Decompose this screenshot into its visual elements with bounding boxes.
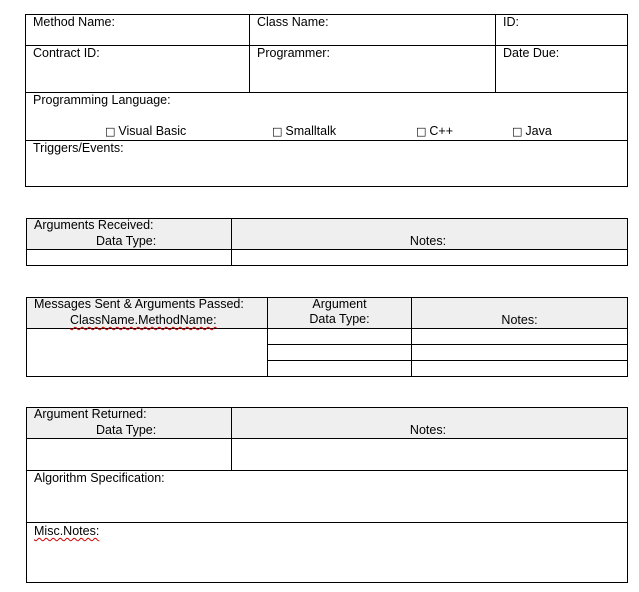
messages-sent-title: Messages Sent & Arguments Passed: [34,297,244,311]
messages-sent-notes-header: Notes: [501,313,538,327]
algorithm-specification-label: Algorithm Specification: [34,471,165,485]
language-option-smalltalk[interactable] [272,124,336,139]
programmer-field[interactable] [250,46,495,92]
arguments-received-title: Arguments Received: [34,218,154,232]
language-option-label: C++ [429,124,454,138]
contract-id-field[interactable] [26,46,249,92]
method-name-label: Method Name: [33,15,115,29]
arguments-received-notes-header: Notes: [409,234,447,248]
messages-sent-notes-cell[interactable] [412,345,627,360]
triggers-events-field[interactable] [26,141,627,186]
argument-data-type-header: Data Type: [309,312,370,326]
triggers-events-label: Triggers/Events: [33,141,124,155]
messages-sent-notes-cell[interactable] [412,361,627,376]
language-option-label: Java [525,124,552,138]
date-due-field[interactable] [496,46,627,92]
algorithm-specification-field[interactable] [27,471,627,522]
argument-returned-data-type-cell[interactable] [27,439,231,470]
contract-id-label: Contract ID: [33,46,100,60]
argument-returned-notes-cell[interactable] [232,439,627,470]
date-due-label: Date Due: [503,46,560,60]
class-name-field[interactable] [250,15,495,45]
checkbox-icon[interactable]: □ [105,125,116,138]
language-option-java[interactable] [512,124,552,139]
arguments-received-notes-cell[interactable] [232,250,627,265]
programming-language-label: Programming Language: [33,93,171,107]
classname-methodname-header: ClassName.MethodName: [70,313,217,327]
checkbox-icon[interactable]: □ [416,125,427,138]
misc-notes-field[interactable] [27,523,627,582]
language-option-label: Visual Basic [118,124,187,138]
language-option-visual-basic[interactable] [105,124,186,139]
argument-returned-data-type-header: Data Type: [96,423,157,437]
argument-data-type-cell[interactable] [268,329,411,344]
argument-header: Argument [312,297,367,311]
id-label: ID: [503,15,519,29]
language-option-label: Smalltalk [285,124,337,138]
checkbox-icon[interactable]: □ [512,125,523,138]
method-name-field[interactable] [26,15,249,45]
argument-returned-notes-header: Notes: [409,423,447,437]
argument-data-type-cell[interactable] [268,361,411,376]
classname-methodname-cell[interactable] [27,329,267,376]
argument-data-type-cell[interactable] [268,345,411,360]
programming-language-section [26,93,627,140]
misc-notes-label: Misc.Notes: [34,524,100,538]
language-option-cpp[interactable] [416,124,453,139]
arguments-received-data-type-cell[interactable] [27,250,231,265]
class-name-label: Class Name: [257,15,329,29]
argument-returned-title: Argument Returned: [34,407,147,421]
arguments-received-data-type-header: Data Type: [96,234,157,248]
programmer-label: Programmer: [257,46,330,60]
checkbox-icon[interactable]: □ [272,125,283,138]
messages-sent-notes-cell[interactable] [412,329,627,344]
id-field[interactable] [496,15,627,45]
